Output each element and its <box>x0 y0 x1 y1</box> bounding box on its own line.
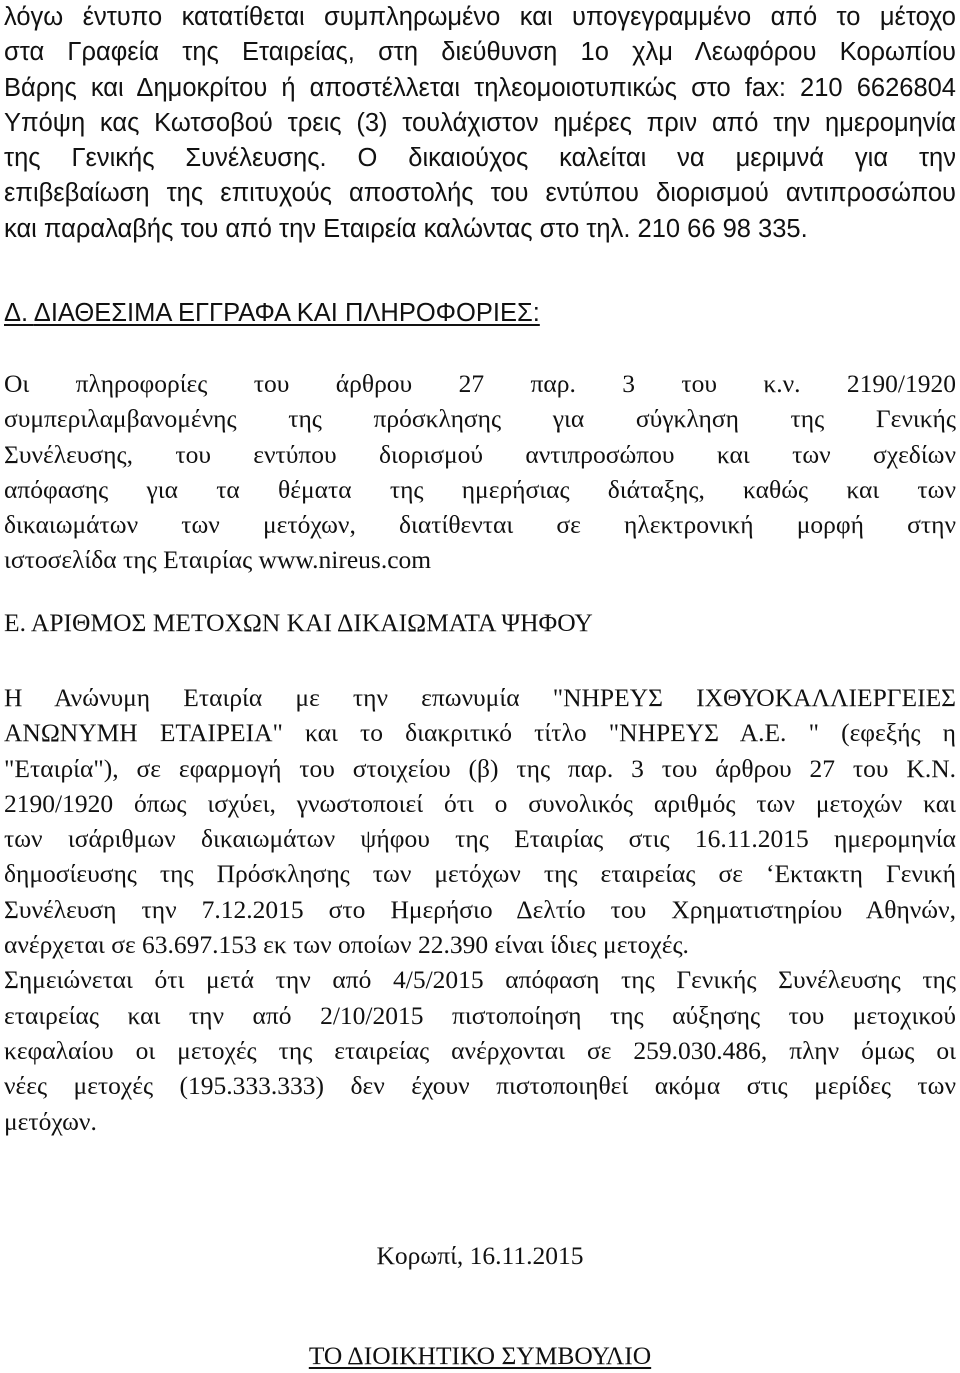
section-d-line: ιστοσελίδα της Εταιρίας www.nireus.com <box>4 545 432 575</box>
intro-line: λόγω έντυπο κατατίθεται συμπληρωμένο και υπογεγραμμένο από το μέτοχο <box>4 3 956 31</box>
section-e-line: νέες μετοχές (195.333.333) δεν έχουν πιστοποιηθεί ακόμα στις μερίδες των <box>4 1071 956 1101</box>
section-d-paragraph <box>4 366 956 578</box>
section-d-line: συμπεριλαμβανομένης της πρόσκλησης για σύγκληση της Γενικής <box>4 404 956 434</box>
section-e-line: δημοσίευσης της Πρόσκλησης των μετόχων της εταιρείας σε ‘Εκτακτη Γενική <box>4 859 956 889</box>
section-e-paragraph <box>4 680 956 1139</box>
intro-line: επιβεβαίωση της επιτυχούς αποστολής του εντύπου διορισμού αντιπροσώπου <box>4 179 956 208</box>
section-d-line: δικαιωμάτων των μετόχων, διατίθενται σε ηλεκτρονική μορφή στην <box>4 510 956 540</box>
section-d-title: ΔΙΑΘΕΣΙΜΑ ΕΓΓΡΑΦΑ ΚΑΙ ΠΛΗΡΟΦΟΡΙΕΣ: <box>33 299 540 327</box>
section-e-line: 2190/1920 όπως ισχύει, γνωστοποιεί ότι ο συνολικός αριθμός των μετοχών και <box>4 788 956 818</box>
section-e-line: ΑΝΩΝΥΜΗ ΕΤΑΙΡΕΙΑ" και το διακριτικό τίτλο "ΝΗΡΕΥΣ Α.Ε. " (εφεξής η <box>4 718 956 748</box>
section-e-line: Η Ανώνυμη Εταιρία με την επωνυμία "ΝΗΡΕΥΣ ΙΧΘΥΟΚΑΛΛΙΕΡΓΕΙΕΣ <box>4 683 956 712</box>
section-d-line: Οι πληροφορίες του άρθρου 27 παρ. 3 του κ.ν. 2190/1920 <box>4 369 956 398</box>
signature-text: ΤΟ ΔΙΟΙΚΗΤΙΚΟ ΣΥΜΒΟΥΛΙΟ <box>308 1341 652 1370</box>
section-d-line: απόφασης για τα θέματα της ημερήσιας διάταξης, καθώς και των <box>4 474 956 504</box>
section-e-line: εταιρείας και την από 2/10/2015 πιστοποίηση της αύξησης του μετοχικού <box>4 1000 956 1030</box>
section-d-prefix: Δ. <box>4 299 34 327</box>
section-e-line: Συνέλευση την 7.12.2015 στο Ημερήσιο Δελτίο του Χρηματιστηρίου Αθηνών, <box>4 894 956 924</box>
intro-line: και παραλαβής του από την Εταιρεία καλώντας στο τηλ. 210 66 98 335. <box>4 214 808 243</box>
place-date: Κορωπί, 16.11.2015 <box>376 1241 584 1270</box>
intro-line: της Γενικής Συνέλευσης. Ο δικαιούχος καλείται να μεριμνά για την <box>4 144 956 173</box>
section-e-line: κεφαλαίου οι μετοχές της εταιρείας ανέρχονται σε 259.030.486, πλην όμως οι <box>4 1035 956 1065</box>
signature-block <box>0 1338 960 1373</box>
intro-line: Υπόψη κας Κωτσοβού τρεις (3) τουλάχιστον ημέρες πριν από την ημερομηνία <box>4 108 956 137</box>
section-e-line: των ισάριθμων δικαιωμάτων ψήφου της Εταιρίας στις 16.11.2015 ημερομηνία <box>4 824 956 854</box>
section-e-line: "Εταιρία"), σε εφαρμογή του στοιχείου (β) της παρ. 3 του άρθρου 27 του Κ.Ν. <box>4 753 956 783</box>
section-e-line: Σημειώνεται ότι μετά την από 4/5/2015 απόφαση της Γενικής Συνέλευσης της <box>4 965 956 995</box>
intro-line: Βάρης και Δημοκρίτου ή αποστέλλεται τηλεομοιοτυπικώς στο fax: 210 6626804 <box>4 73 956 102</box>
section-d-line: Συνέλευσης, του εντύπου διορισμού αντιπροσώπου και των σχεδίων <box>4 439 956 469</box>
intro-paragraph <box>4 0 956 247</box>
section-e-heading: Ε. ΑΡΙΘΜΟΣ ΜΕΤΟΧΩΝ ΚΑΙ ΔΙΚΑΙΩΜΑΤΑ ΨΗΦΟΥ <box>4 608 593 637</box>
section-d-heading <box>4 296 540 331</box>
intro-line: στα Γραφεία της Εταιρείας, στη διεύθυνση 1ο χλμ Λεωφόρου Κορωπίου <box>4 38 956 67</box>
section-e-line: ανέρχεται σε 63.697.153 εκ των οποίων 22.390 είναι ίδιες μετοχές. <box>4 930 689 960</box>
section-e-line: μετόχων. <box>4 1106 97 1136</box>
